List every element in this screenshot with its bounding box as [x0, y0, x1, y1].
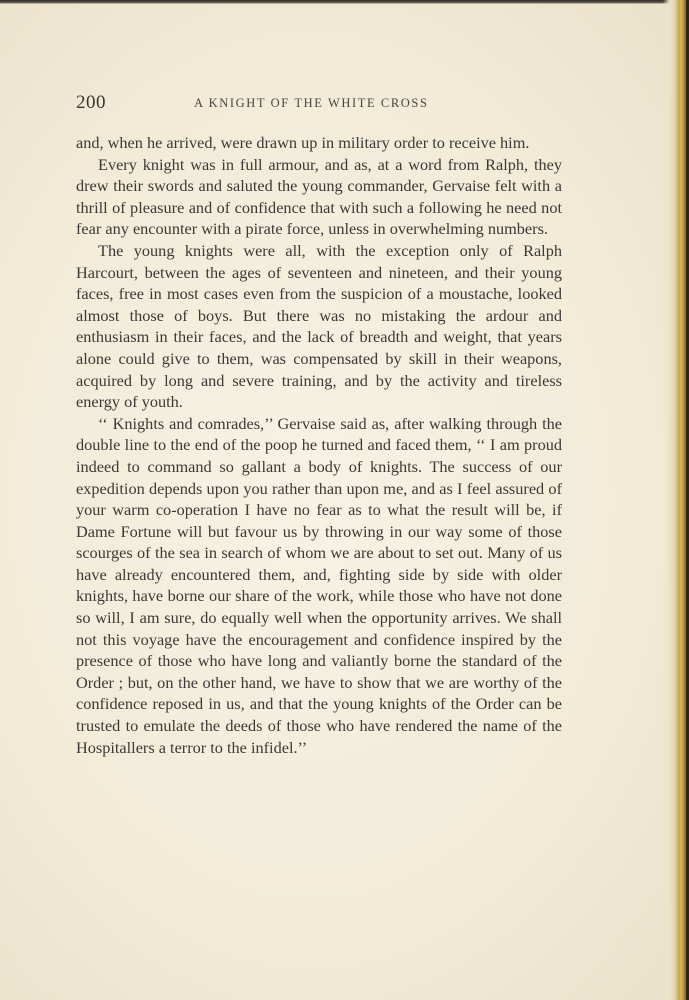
page-top-edge — [0, 0, 689, 4]
paragraph: The young knights were all, with the exception only of Ralph Harcourt, between the ages of seventeen and nineteen, and their young faces, free in most cases even from the suspicion of a moustache, looked almost those of boys. But there was no mistaking the ardour and enthusiasm in their faces, and the lack of breadth and weight, that years alone could give to them, was compensated by skill in their weapons, acquired by long and severe training, and by the activity and tireless energy of youth. — [76, 240, 562, 412]
page-header — [76, 92, 562, 116]
page-number: 200 — [76, 92, 106, 113]
body-text — [76, 132, 562, 758]
running-head: A KNIGHT OF THE WHITE CROSS — [194, 96, 429, 110]
paragraph: Every knight was in full armour, and as, at a word from Ralph, they drew their swords and saluted the young commander, Gervaise felt with a thrill of pleasure and of confidence that with such a following he need not fear any encounter with a pirate force, unless in overwhelming numbers. — [76, 154, 562, 239]
paragraph-speech: ‘‘ Knights and comrades,’’ Gervaise said as, after walking through the double line to the end of the poop he turned and faced them, ‘‘ I am proud indeed to command so gallant a body of knights. The success of our expedition depends upon you rather than upon me, and as I feel assured of your warm co-operation I have no fear as to what the result will be, if Dame Fortune will but favour us by throwing in our way some of those scourges of the sea in search of whom we are about to set out. Many of us have already encountered them, and, fighting side by side with older knights, have borne our share of the work, while those who have not done so will, I am sure, do equally well when the opportunity arrives. We shall not this voyage have the encouragement and confidence inspired by the presence of those who have long and valiantly borne the standard of the Order ; but, on the other hand, we have to show that we are worthy of the confidence reposed in us, and that the young knights of the Order can be trusted to emulate the deeds of those who have rendered the name of the Hospitallers a terror to the infidel.’’ — [76, 413, 562, 757]
paragraph-continued: and, when he arrived, were drawn up in military order to receive him. — [76, 133, 530, 152]
